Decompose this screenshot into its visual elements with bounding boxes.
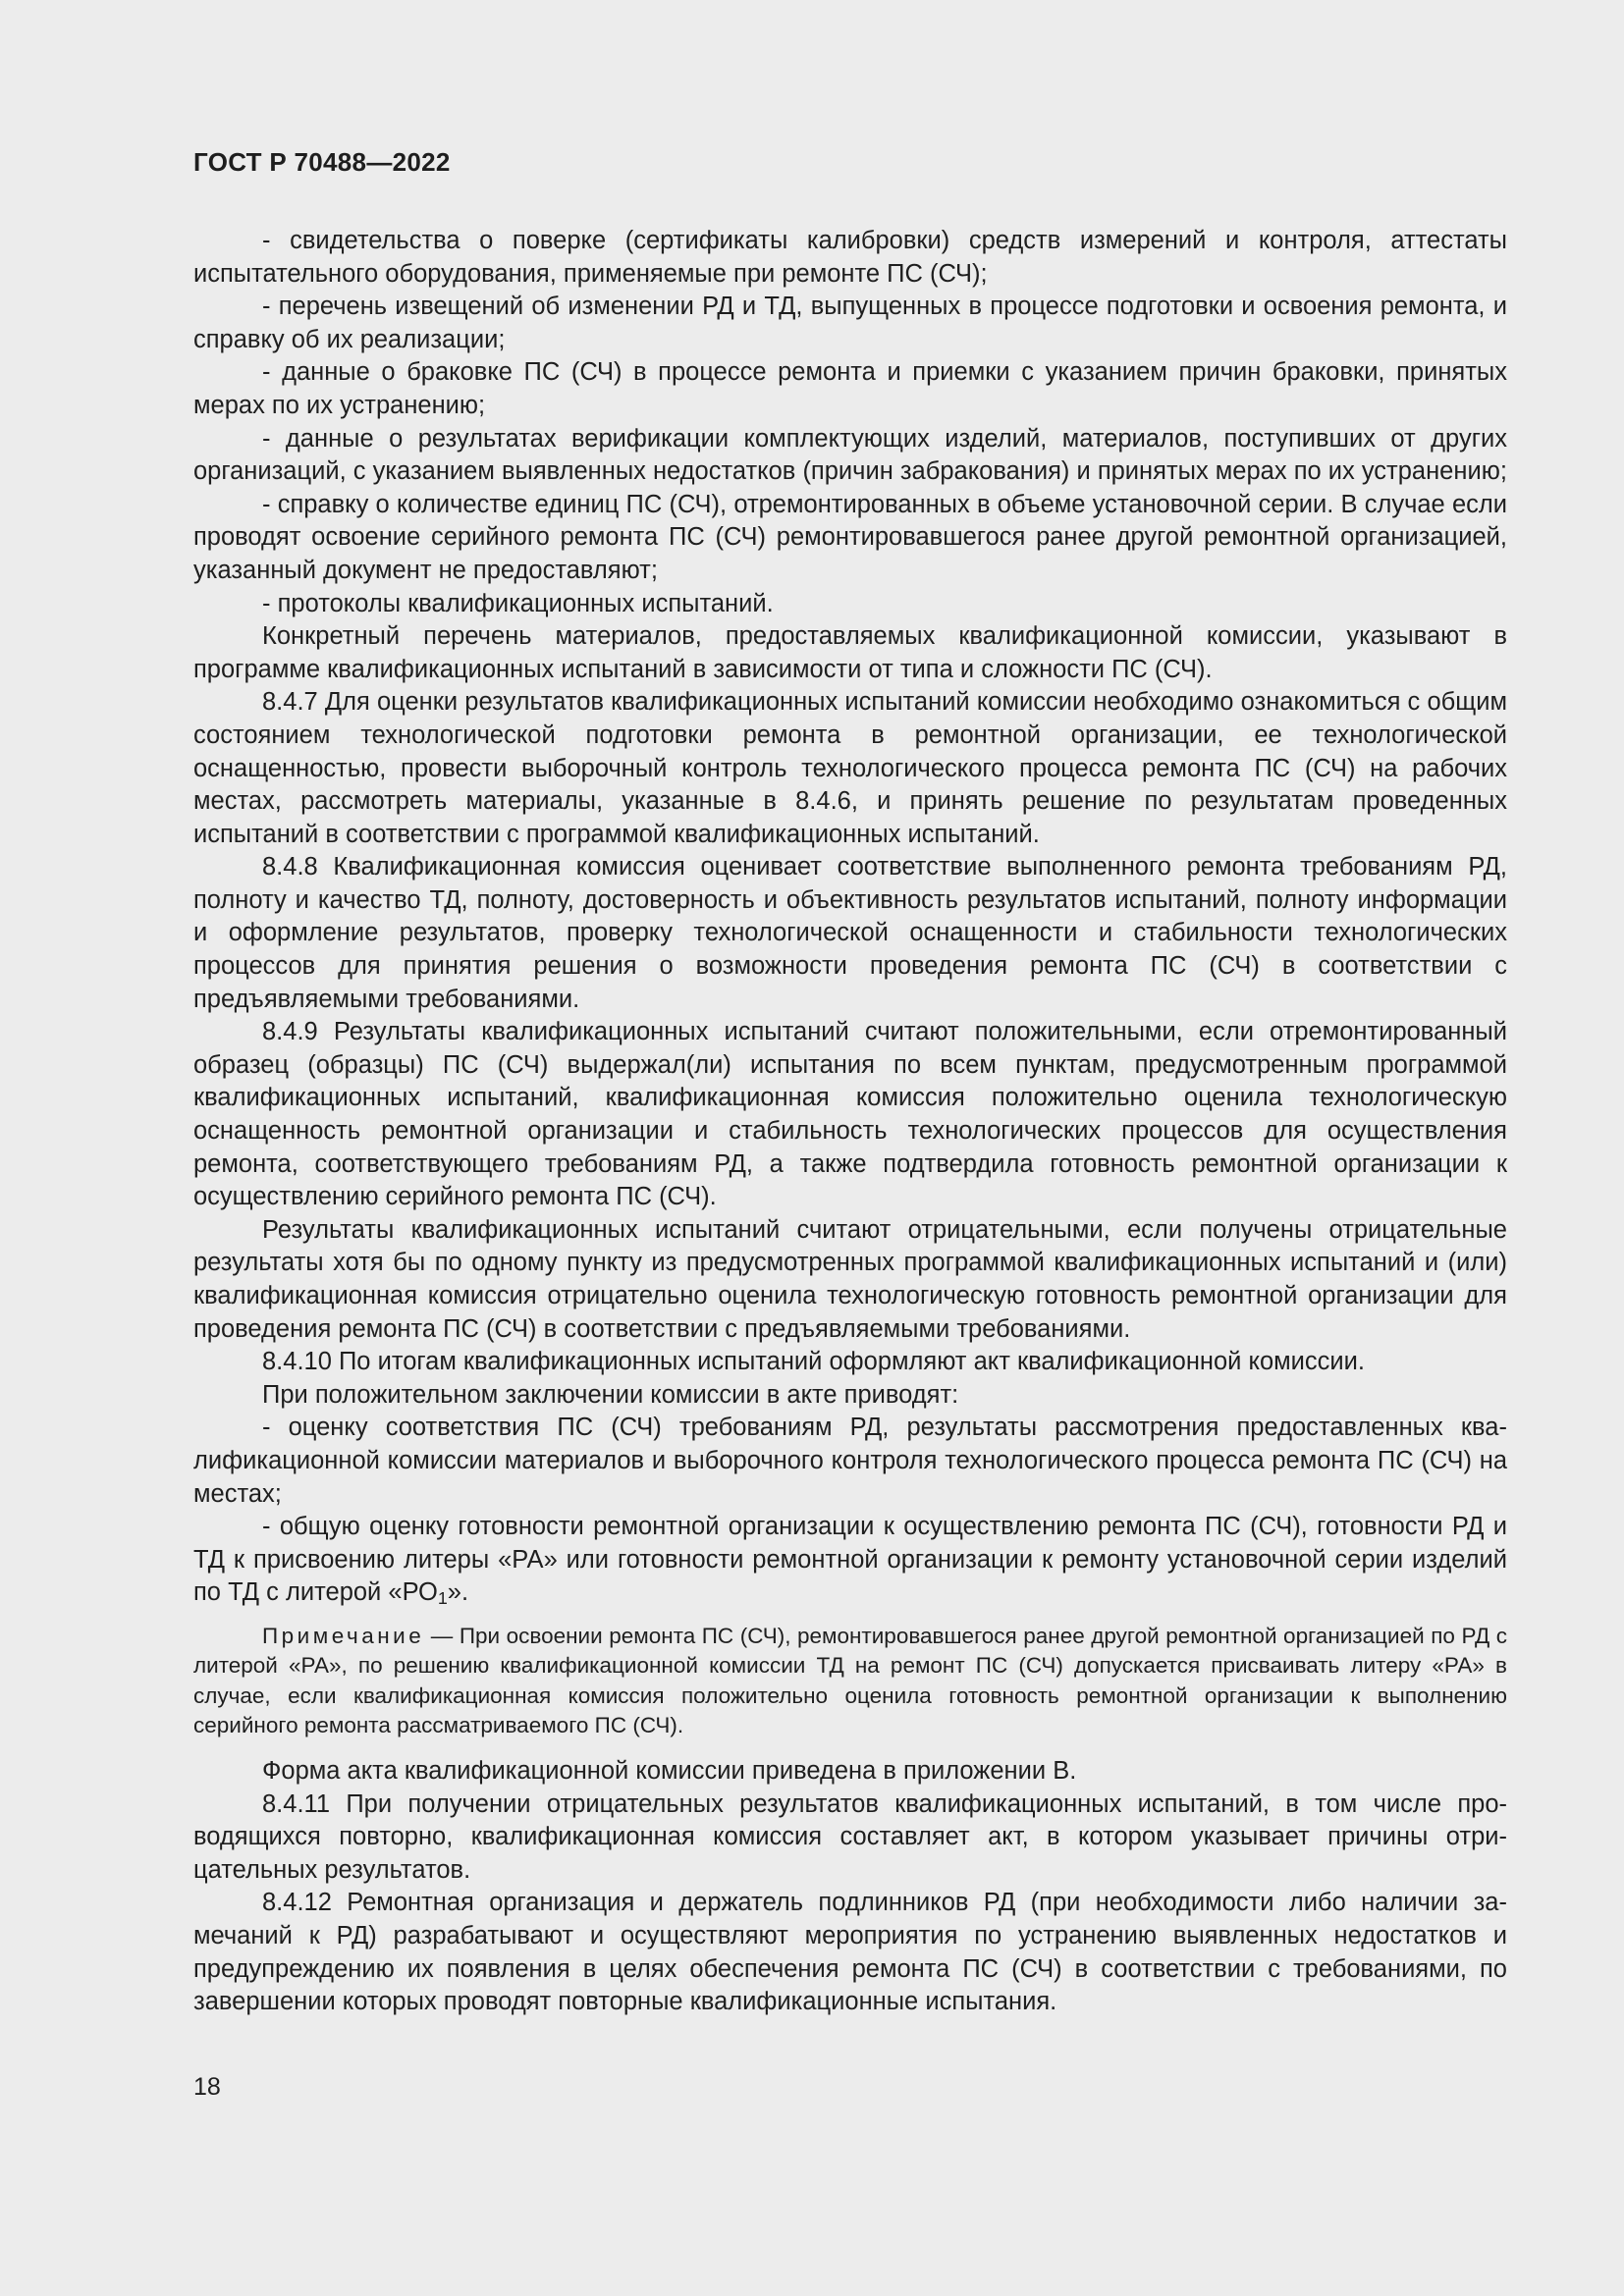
paragraph-positive-conclusion: При положительном заключении комиссии в акте приводят: <box>262 1380 959 1409</box>
list-item-change-notices: - перечень извещений об изменении РД и ТД, выпущенных в процессе подготовки и освоения ремонта, и справку об их реализации; <box>193 293 1507 353</box>
list-item-repaired-units-count: - справку о количестве единиц ПС (СЧ), отремонтированных в объеме установочной серии. В случае если проводят освоение серийного ремонта ПС (СЧ) ремонтировавшегося ранее другой ремонтной организацией, указанный документ не предоставляют; <box>193 490 1507 584</box>
note-paragraph <box>193 1622 1507 1741</box>
list-item-verification-results: - данные о результатах верификации комплектующих изделий, материалов, поступивших от других организаций, с указанием выявленных недостатков (причин забракования) и принятых мерах по их устранению; <box>193 424 1507 486</box>
list-item-readiness-assessment <box>193 1511 1507 1610</box>
paragraph-materials-list: Конкретный перечень материалов, предоставляемых квалификационной комиссии, указывают в программе квалификационных испытаний в зависимости от типа и сложности ПС (СЧ). <box>193 622 1507 683</box>
clause-8-4-11: 8.4.11 При получении отрицательных результатов квалификационных испытаний, в том числе проводящихся повторно, квалификационная комиссия составляет акт, в котором указывает причины отрицательных результатов. <box>193 1789 1507 1884</box>
list-item-rejection-data: - данные о браковке ПС (СЧ) в процессе ремонта и приемки с указанием причин браковки, принятых мерах по их устранению; <box>193 358 1507 419</box>
readiness-subscript: 1 <box>437 1588 448 1609</box>
clause-8-4-9: 8.4.9 Результаты квалификационных испытаний считают положительными, если отремонтированный образец (образцы) ПС (СЧ) выдержал(ли) испытания по всем пунктам, предусмотренным программой квалификационных испытаний, квалификационная комиссия положительно оценила технологическую оснащенность ремонтной организации и стабильность технологических процессов для осуществления ремонта, соответствующего требованиям РД, а также подтвердила готовность ремонтной организации к осуществлению серийного ремонта ПС (СЧ). <box>193 1018 1507 1211</box>
readiness-text-end: ». <box>447 1578 469 1607</box>
note-label: Примечание <box>262 1623 425 1648</box>
page-number: 18 <box>193 2073 221 2101</box>
clause-8-4-8: 8.4.8 Квалификационная комиссия оценивает соответствие выполненного ремонта требованиям РД, полноту и качество ТД, полноту, достоверность и объективность результатов испытаний, полноту информации и оформление результатов, проверку технологической оснащенности и стабильности технологических процессов для принятия решения о возможности проведения ремонта ПС (СЧ) в соответствии с предъявляемыми требованиями. <box>193 853 1507 1013</box>
document-body <box>193 225 1507 2019</box>
list-item-test-protocols: - протоколы квалификационных испытаний. <box>262 589 774 617</box>
note-text: — При освоении ремонта ПС (СЧ), ремонтировавшегося ранее другой ремонтной организацией по РД с литерой «РА», по решению квалификационной комиссии ТД на ремонт ПС (СЧ) допускается присваивать литеру «РА» в случае, если квалификационная комиссия положительно оценила готовность ремонтной организации к выполнению серийного ремонта рассматриваемого ПС (СЧ). <box>193 1623 1507 1738</box>
clause-8-4-7: 8.4.7 Для оценки результатов квалификационных испытаний комиссии необходимо ознакомиться с общим состоянием технологической подготовки ремонта в ремонтной организации, ее технологической оснащенностью, провести выборочный контроль технологического процесса ремонта ПС (СЧ) на рабочих местах, рассмотреть материалы, указанные в 8.4.6, и принять решение по результатам проведенных испытаний в соответствии с программой квалификационных испытаний. <box>193 688 1507 848</box>
paragraph-negative-results: Результаты квалификационных испытаний считают отрицательными, если получены отрицательные результаты хотя бы по одному пункту из предусмотренных программой квалификационных испытаний и (или) квалификационная комиссия отрицательно оценила технологическую готовность ремонтной организации для проведения ремонта ПС (СЧ) в соответствии с предъявляемыми требованиями. <box>193 1215 1507 1343</box>
list-item-compliance-assessment: - оценку соответствия ПС (СЧ) требованиям РД, результаты рассмотрения предоставленных квалификационной комиссии материалов и выборочного контроля технологического процесса ремонта ПС (СЧ) на местах; <box>193 1414 1507 1508</box>
document-header: ГОСТ Р 70488—2022 <box>193 147 451 177</box>
clause-8-4-12: 8.4.12 Ремонтная организация и держатель подлинников РД (при необходимости либо наличии замечаний к РД) разрабатывают и осуществляют мероприятия по устранению выявленных недостатков и предупреждению их появления в целях обеспечения ремонта ПС (СЧ) в соответствии с требованиями, по завершении которых проводят повторные квалификационные испытания. <box>193 1889 1507 2016</box>
list-item-verification-certificates: - свидетельства о поверке (сертификаты калибровки) средств измерений и контроля, аттестаты испытательного оборудования, применяемые при ремонте ПС (СЧ); <box>193 227 1507 288</box>
readiness-text: - общую оценку готовности ремонтной организации к осуществлению ремонта ПС (СЧ), готовности РД и ТД к присвоению литеры «РА» или готовности ремонтной организации к ремонту установочной серии изделий по ТД с литерой «РО <box>193 1513 1507 1607</box>
paragraph-act-form: Форма акта квалификационной комиссии приведена в приложении В. <box>262 1756 1077 1785</box>
clause-8-4-10: 8.4.10 По итогам квалификационных испытаний оформляют акт квалификационной комиссии. <box>262 1348 1365 1376</box>
